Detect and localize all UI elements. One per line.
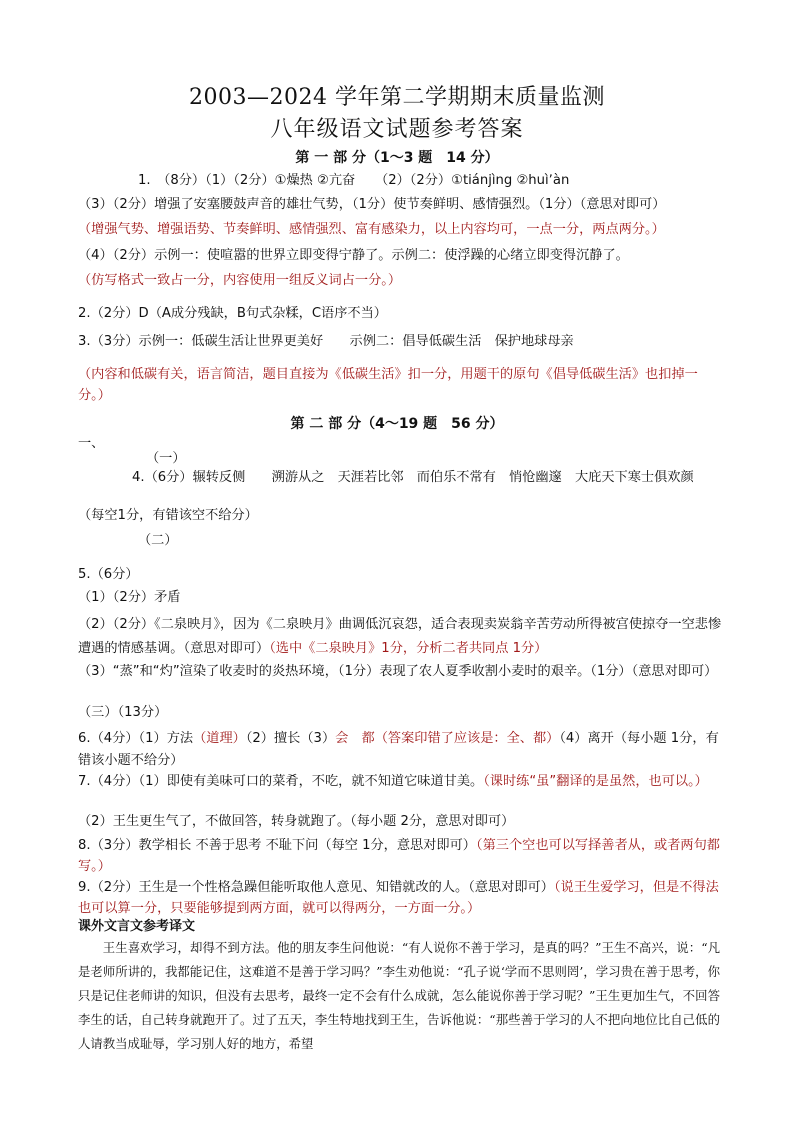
q1-4-scoring-note: （仿写格式一致占一分，内容使用一组反义词占一分。） (78, 273, 402, 288)
q3-answer: 3.（3分）示例一：低碳生活让世界更美好 示例二：倡导低碳生活 保护地球母亲 (78, 334, 574, 349)
translation-title: 课外文言文参考译文 (78, 919, 196, 934)
q4-scoring-note: （每空1分，有错该空不给分） (78, 508, 258, 523)
q7-answer (78, 771, 724, 792)
part2-heading: 第 二 部 分（4～19 题 56 分） (290, 416, 504, 432)
q7-text-a: 7.（4分）（1）即使有美味可口的菜肴，不吃，就不知道它味道甘美。 (78, 774, 484, 789)
q5-2-answer (78, 613, 724, 661)
q7-text-b: （课时练“虽”翻译的是虽然，也可以。） (483, 774, 708, 789)
q3-scoring-note: （内容和低碳有关，语言简洁，题目直接为《低碳生活》扣一分，用题干的原句《倡导低碳生活》也扣掉一分。） (78, 367, 698, 403)
q5-2-scoring-note: （选中《二泉映月》1分，分析二者共同点 1分） (269, 641, 548, 656)
subsection-three-label: （三）（13分） (78, 705, 168, 720)
q6-text-a: 6.（4分）（1）方法 (78, 731, 194, 746)
q7-2-answer: （2）王生更生气了，不做回答，转身就跑了。（每小题 2分，意思对即可） (78, 814, 515, 829)
q1-3-scoring-note: （增强气势、增强语势、节奏鲜明、感情强烈、富有感染力，以上内容均可，一点一分，两点两分。） (78, 222, 665, 237)
page-title: 2003—2024 学年第二学期期末质量监测 (189, 85, 605, 110)
page-subtitle: 八年级语文试题参考答案 (270, 117, 524, 142)
q8-answer (78, 835, 724, 877)
q4-answer: 4.（6分）辗转反侧 溯游从之 天涯若比邻 而伯乐不常有 悄怆幽邃 大庇天下寒士俱欢颜 (132, 470, 694, 485)
q5-3-answer: （3）“蒸”和“灼”渲染了收麦时的炎热环境，（1分）表现了农人夏季收割小麦时的艰辛。（1分）（意思对即可） (78, 664, 718, 679)
q5-2-text: （2）（2分）《二泉映月》，因为《二泉映月》曲调低沉哀怨，适合表现卖炭翁辛苦劳动所得被宫使掠夺一空悲惨遭遇的情感基调。（意思对即可） (78, 617, 722, 656)
translation-paragraph: 王生喜欢学习，却得不到方法。他的朋友李生问他说：“有人说你不善于学习，是真的吗？”王生不高兴，说：“凡是老师所讲的，我都能记住，这难道不是善于学习吗？”李生劝他说：“孔子说‘学而不思则罔’，学习贵在善于思考，你只是记住老师讲的知识，但没有去思考，最终一定不会有什么成就，怎么能说你善于学习呢？”王生更加生气，不回答李生的话，自己转身就跑开了。过了五天，李生特地找到王生，告诉他说：“那些善于学习的人不把向地位比自己低的人请教当成耻辱，学习别人好的地方，希望 (78, 940, 720, 1051)
q1-3-answer: （3）（2分）增强了安塞腰鼓声音的雄壮气势，（1分）使节奏鲜明、感情强烈。（1分）（意思对即可） (78, 197, 666, 212)
q6-text-e: （4）离开（每小题 1分，有错该小题不给分） (78, 731, 719, 768)
q8-text-b: （第三个空也可以写择善者从，或者两句都写。） (78, 838, 720, 874)
q9-text-a: 9.（2分）王生是一个性格急躁但能听取他人意见、知错就改的人。（意思对即可） (78, 880, 554, 895)
q9-answer (78, 877, 724, 919)
q6-text-c: （2）擅长（3） (245, 731, 336, 746)
subsection-two-label: （二） (138, 533, 178, 548)
q8-text-a: 8.（3分）教学相长 不善于思考 不耻下问（每空 1分，意思对即可） (78, 838, 476, 853)
q6-text-b: （道理） (193, 731, 246, 746)
section-one-label: 一、 (78, 436, 105, 451)
q6-text-d: 会 都（答案印错了应该是：全、都） (335, 731, 560, 746)
q2-answer: 2.（2分）D（A成分残缺，B句式杂糅，C语序不当） (78, 306, 387, 321)
q5-answer: 5.（6分） (78, 567, 139, 582)
q6-answer (78, 728, 724, 772)
q9-text-b: （说王生爱学习，但是不得法也可以算一分，只要能够提到两方面，就可以得两分，一方面一分。） (78, 880, 719, 916)
part1-heading: 第 一 部 分（1～3 题 14 分） (295, 150, 499, 166)
q5-1-answer: （1）（2分）矛盾 (78, 590, 181, 605)
subsection-one-label: （一） (146, 451, 186, 466)
q1-answer: 1. （8分）（1）（2分）①燥热 ②亢奋 （2）（2分）①tiánjìng ②huìʼàn (138, 173, 570, 188)
q1-4-answer: （4）（2分）示例一：使喧嚣的世界立即变得宁静了。示例二：使浮躁的心绪立即变得沉静了。 (78, 248, 629, 263)
